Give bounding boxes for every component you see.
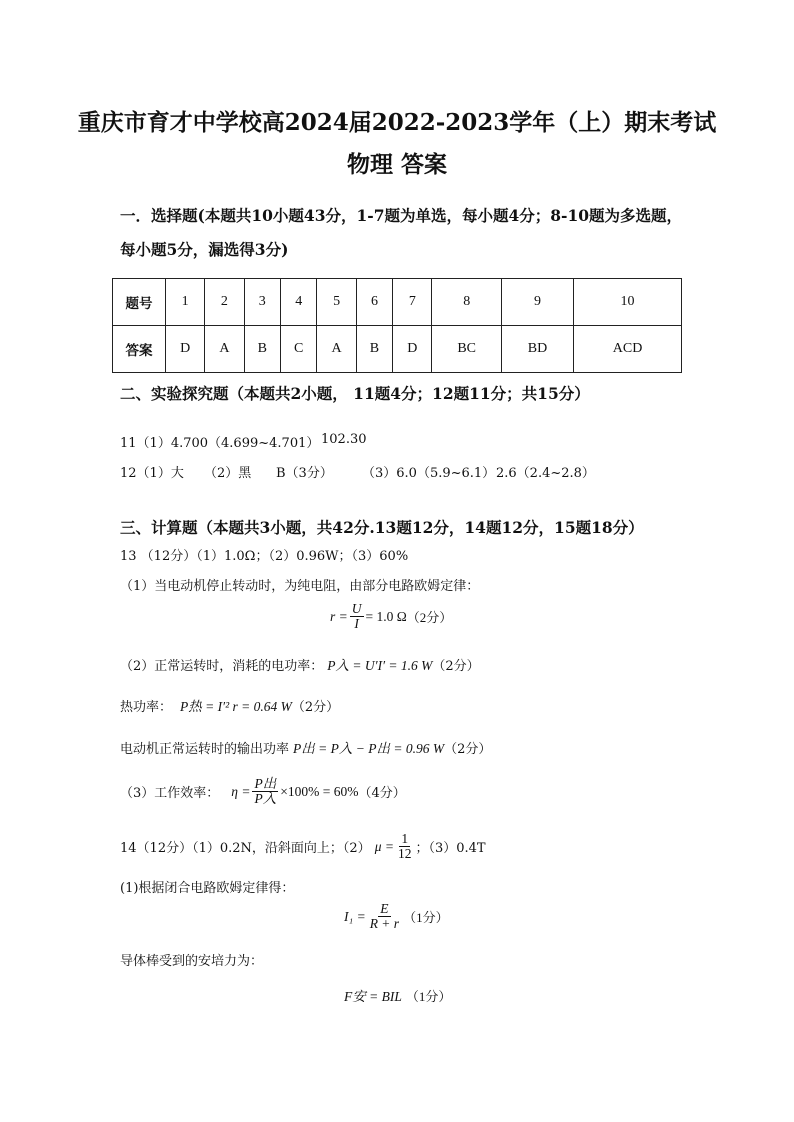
- text: （3）工作效率：: [120, 786, 220, 802]
- eq-lhs: I₁ =: [344, 908, 366, 924]
- q12-answer-a: 12（1）大: [120, 466, 184, 481]
- table-cell: 4: [280, 279, 316, 326]
- text: 14（12分）（1）0.2N，沿斜面向上；（2）: [120, 841, 371, 857]
- table-cell: 10: [574, 279, 682, 326]
- fraction: [396, 832, 414, 861]
- score: （2分）: [406, 610, 453, 626]
- page-subtitle: 物理 答案: [346, 151, 447, 178]
- eq-rhs: = 1.0 Ω: [365, 608, 407, 624]
- row-label-number: 题号: [113, 279, 166, 326]
- table-cell: D: [393, 326, 432, 373]
- fraction: [350, 602, 364, 631]
- fraction-numerator: U: [351, 601, 362, 616]
- table-cell: A: [317, 326, 356, 373]
- table-cell: D: [166, 326, 205, 373]
- table-cell: 8: [432, 279, 501, 326]
- table-cell: BD: [501, 326, 573, 373]
- fraction-denominator: R + r: [369, 916, 400, 932]
- table-cell: ACD: [574, 326, 682, 373]
- eq-lhs: r =: [330, 608, 348, 624]
- score: （2分）: [432, 658, 480, 674]
- table-cell: B: [244, 326, 280, 373]
- q13-part5: [120, 777, 406, 806]
- q14-eq1: [344, 902, 449, 931]
- section2-heading: 二、实验探究题（本题共2小题， 11题4分；12题11分；共15分）: [120, 384, 590, 403]
- q12-answer-e: 2.6（2.4~2.8）: [496, 466, 595, 481]
- page-title: 重庆市育才中学校高2024届2022-2023学年（上）期末考试: [77, 109, 717, 136]
- table-cell: 6: [356, 279, 392, 326]
- q12-answer-b: （2）黑: [204, 466, 252, 481]
- equation: P入 = U′I′ = 1.6 W: [327, 658, 433, 673]
- q13-summary: 13 （12分）（1）1.0Ω；（2）0.96W；（3）60%: [120, 549, 409, 564]
- section1-heading-line1: 一．选择题(本题共10小题43分，1-7题为单选，每小题4分；8-10题为多选题，: [120, 206, 683, 225]
- fraction-denominator: 12: [397, 846, 412, 862]
- table-cell: 7: [393, 279, 432, 326]
- q13-part2: [120, 654, 480, 674]
- q11-answer-b: 102.30: [321, 432, 367, 447]
- score: （1分）: [405, 988, 452, 1004]
- q12-answer-d: （3）6.0（5.9~6.1）: [362, 466, 496, 481]
- fraction-denominator: I: [354, 616, 359, 632]
- text: （2）正常运转时，消耗的电功率：: [120, 658, 324, 674]
- table-cell: C: [280, 326, 316, 373]
- table-row-answers: [113, 326, 682, 373]
- equation: P热 = I′² r = 0.64 W: [180, 699, 292, 714]
- q14-eq2: [344, 985, 451, 1005]
- fraction: [252, 777, 278, 806]
- eq-lhs: η =: [231, 783, 251, 799]
- q13-part3: [120, 695, 339, 715]
- fraction-denominator: P入: [254, 791, 277, 807]
- table-cell: 1: [166, 279, 205, 326]
- section1-heading-line2: 每小题5分，漏选得3分): [120, 240, 289, 259]
- text: 热功率：: [120, 699, 173, 715]
- q14-part2: 导体棒受到的安培力为：: [120, 954, 264, 969]
- q13-part4: [120, 737, 491, 757]
- equation: F安 = BIL: [344, 989, 402, 1004]
- score: （2分）: [444, 741, 492, 757]
- fraction-numerator: E: [380, 901, 389, 916]
- q14-part1: (1)根据闭合电路欧姆定律得：: [120, 881, 295, 896]
- table-cell: BC: [432, 326, 501, 373]
- q11-answer: 11（1）4.700（4.699~4.701）: [120, 436, 320, 451]
- score: （2分）: [291, 699, 340, 715]
- table-cell: 5: [317, 279, 356, 326]
- score: （1分）: [403, 910, 449, 926]
- row-label-answer: 答案: [113, 326, 166, 373]
- section3-heading: 三、计算题（本题共3小题，共42分.13题12分，14题12分，15题18分）: [120, 518, 644, 537]
- score: （4分）: [358, 786, 406, 802]
- q12-answer-c: B（3分）: [276, 466, 333, 481]
- answer-table: [112, 278, 682, 373]
- table-cell: B: [356, 326, 392, 373]
- q14-summary: [120, 832, 486, 861]
- table-cell: 9: [501, 279, 573, 326]
- table-cell: 2: [205, 279, 244, 326]
- table-cell: A: [205, 326, 244, 373]
- text: ；（3）0.4T: [415, 841, 486, 857]
- table-cell: 3: [244, 279, 280, 326]
- fraction-numerator: P出: [254, 776, 277, 791]
- fraction-numerator: 1: [401, 831, 409, 846]
- q13-eq1: [330, 602, 452, 631]
- fraction: [368, 902, 401, 931]
- q13-part1: （1）当电动机停止转动时，为纯电阻，由部分电路欧姆定律：: [120, 579, 480, 594]
- text: 电动机正常运转时的输出功率: [120, 741, 290, 757]
- mu-symbol: μ =: [374, 838, 394, 854]
- eq-rhs: ×100% = 60%: [280, 783, 359, 799]
- table-row-numbers: [113, 279, 682, 326]
- equation: P出 = P入 − P出 = 0.96 W: [293, 741, 445, 756]
